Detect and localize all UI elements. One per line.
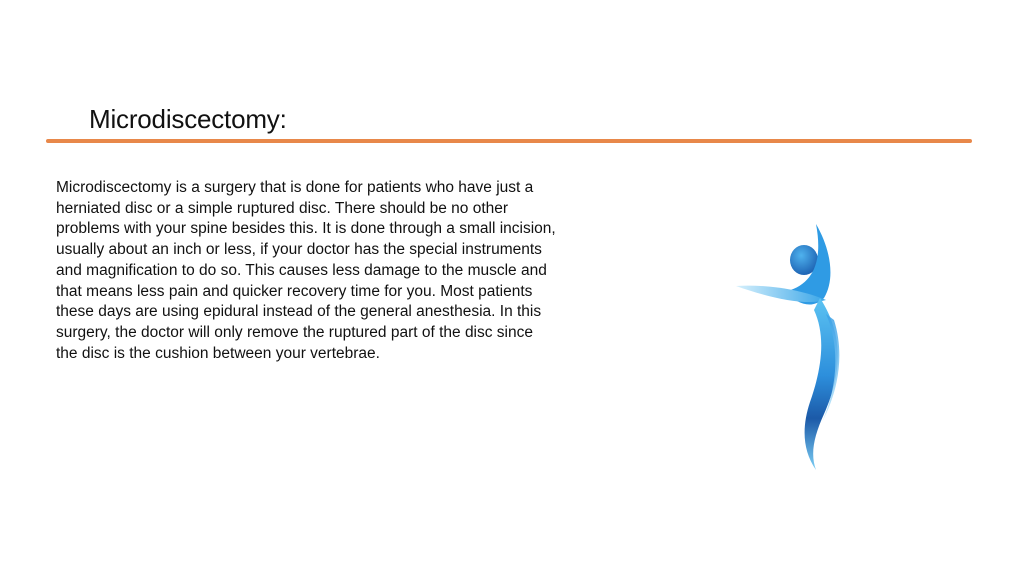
title-divider: [46, 139, 972, 143]
body-paragraph: Microdiscectomy is a surgery that is done for patients who have just a herniated disc or a simple ruptured disc. There should be no other problems with your spine besides this. It is done through a small incision, usually about an inch or less, if your doctor has the special instruments and magnification to do so. This causes less damage to the muscle and that means less pain and quicker recovery time for you. Most patients these days are using epidural instead of the general anesthesia. In this surgery, the doctor will only remove the ruptured part of the disc since the disc is the cushion between your vertebrae.: [56, 179, 556, 362]
page-title: Microdiscectomy:: [89, 104, 287, 134]
spine-figure-icon: [728, 218, 864, 474]
